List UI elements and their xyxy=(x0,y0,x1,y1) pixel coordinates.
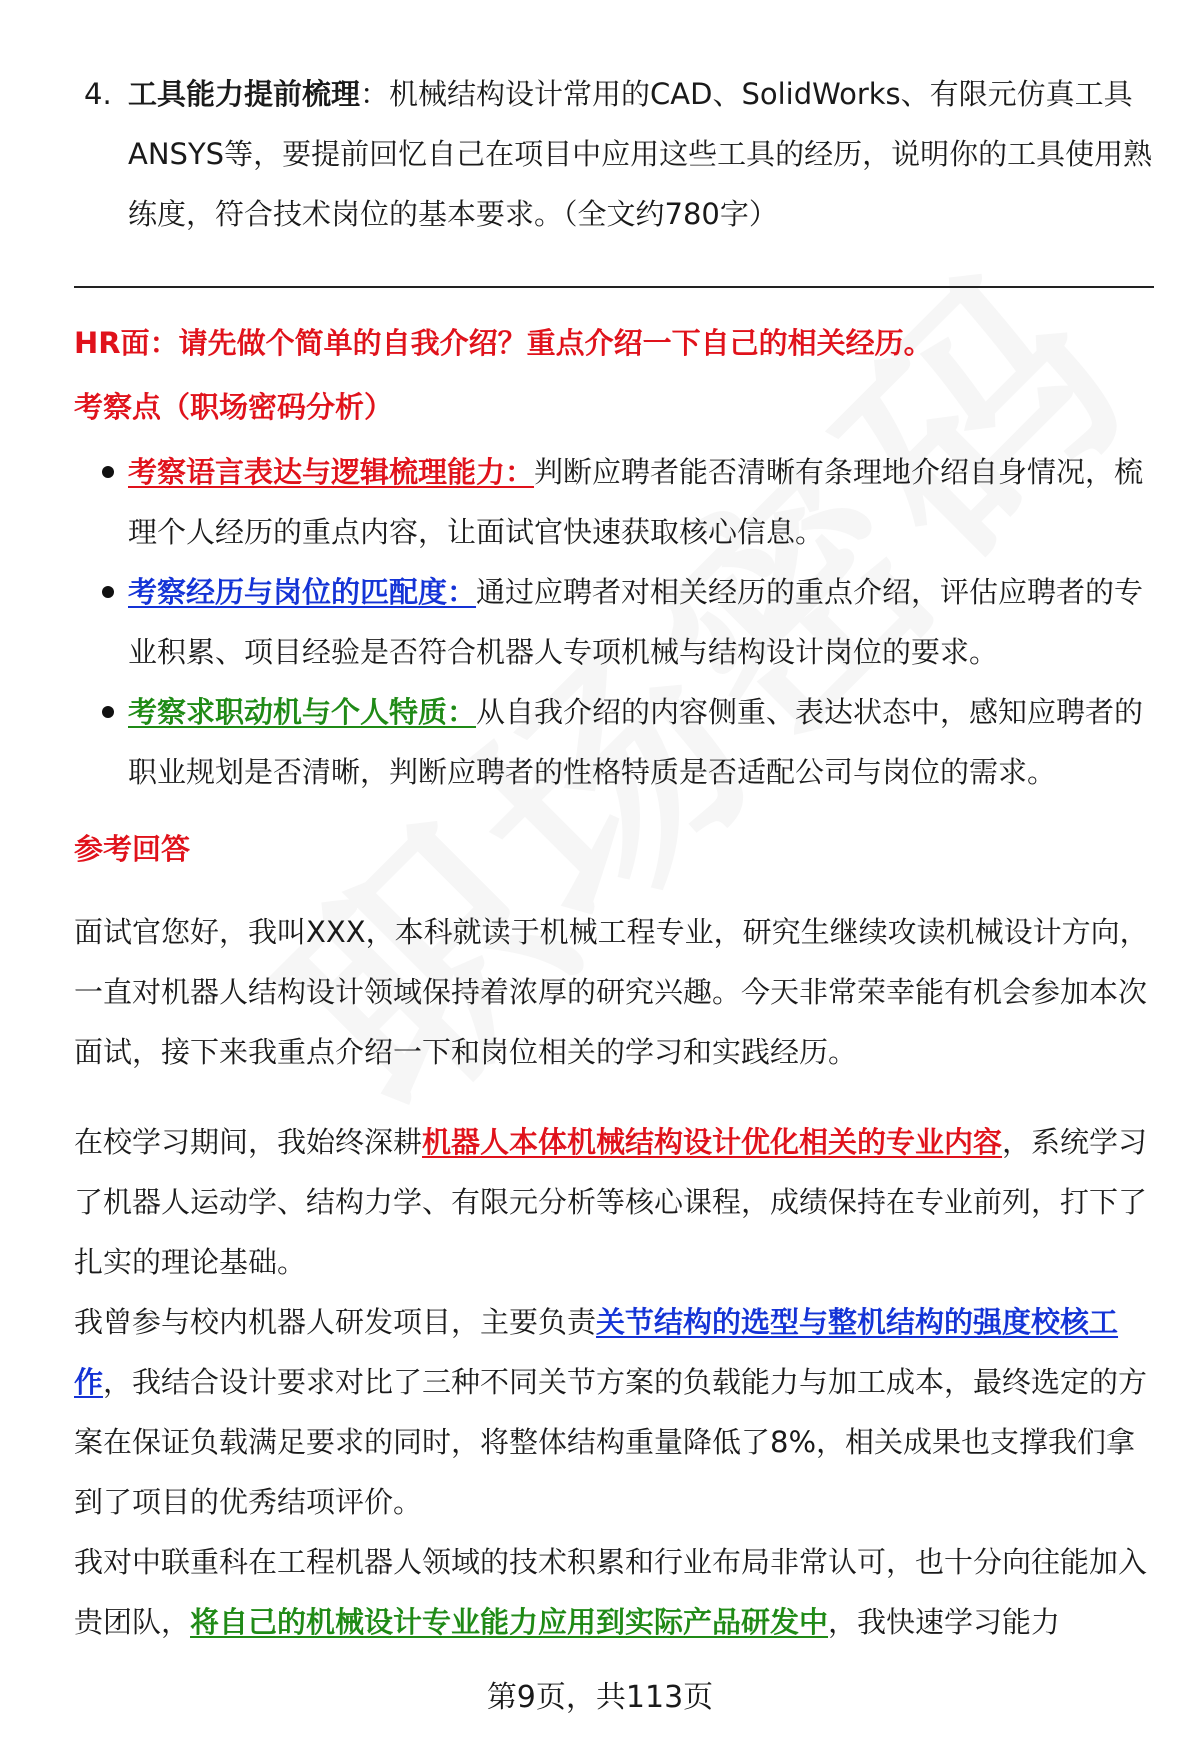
list-number: 4. xyxy=(84,77,112,111)
bullet-icon xyxy=(102,586,114,598)
answer-paragraph-2 xyxy=(74,1112,1154,1292)
analysis-text: 从自我介绍的内容侧重、表达状态中，感知应聘者的职业规划是否清晰，判断应聘者的性格特质是否适配公司与岗位的需求。 xyxy=(128,695,1144,789)
analysis-item-motivation xyxy=(74,682,1154,802)
highlight-blue: 关节结构的选型与整机结构的强度校核工作 xyxy=(74,1305,1119,1399)
page-footer: 第9页，共113页 xyxy=(486,1680,714,1715)
analysis-text: 通过应聘者对相关经历的重点介绍，评估应聘者的专业积累、项目经验是否符合机器人专项机械与结构设计岗位的要求。 xyxy=(128,575,1144,669)
text: 我曾参与校内机器人研发项目，主要负责 xyxy=(74,1305,597,1339)
page-content xyxy=(74,64,1154,1652)
list-item-4 xyxy=(74,64,1154,244)
text: ，系统学习了机器人运动学、结构力学、有限元分析等核心课程，成绩保持在专业前列，打下了扎实的理论基础。 xyxy=(74,1125,1148,1279)
item-text: 机械结构设计常用的CAD、SolidWorks、有限元仿真工具ANSYS等，要提前回忆自己在项目中应用这些工具的经历，说明你的工具使用熟练度，符合技术岗位的基本要求。（全文约780字） xyxy=(128,77,1153,231)
text: ，我快速学习能力 xyxy=(828,1605,1061,1639)
item-title: 工具能力提前梳理 xyxy=(128,77,361,111)
answer-heading: 参考回答 xyxy=(74,832,191,866)
bullet-icon xyxy=(102,466,114,478)
item-colon: ： xyxy=(360,77,390,111)
text: 我对中联重科在工程机器人领域的技术积累和行业布局非常认可，也十分向往能加入贵团队， xyxy=(74,1545,1148,1639)
analysis-item-match xyxy=(74,562,1154,682)
analysis-list xyxy=(74,442,1154,802)
analysis-label: 考察求职动机与个人特质： xyxy=(128,695,477,729)
text: ，我结合设计要求对比了三种不同关节方案的负载能力与加工成本，最终选定的方案在保证负载满足要求的同时，将整体结构重量降低了8%，相关成果也支撑我们拿到了项目的优秀结项评价。 xyxy=(74,1365,1148,1519)
analysis-item-language xyxy=(74,442,1154,562)
highlight-green: 将自己的机械设计专业能力应用到实际产品研发中 xyxy=(190,1605,829,1639)
answer-paragraph-4 xyxy=(74,1532,1154,1652)
answer-paragraph-1: 面试官您好，我叫XXX，本科就读于机械工程专业，研究生继续攻读机械设计方向，一直对机器人结构设计领域保持着浓厚的研究兴趣。今天非常荣幸能有机会参加本次面试，接下来我重点介绍一下和岗位相关的学习和实践经历。 xyxy=(74,915,1149,1069)
analysis-label: 考察经历与岗位的匹配度： xyxy=(128,575,477,609)
analysis-label: 考察语言表达与逻辑梳理能力： xyxy=(128,455,535,489)
bullet-icon xyxy=(102,706,114,718)
divider xyxy=(74,286,1154,288)
analysis-text: 判断应聘者能否清晰有条理地介绍自身情况，梳理个人经历的重点内容，让面试官快速获取核心信息。 xyxy=(128,455,1144,549)
text: 在校学习期间，我始终深耕 xyxy=(74,1125,423,1159)
analysis-heading: 考察点（职场密码分析） xyxy=(74,390,394,424)
question-heading: HR面：请先做个简单的自我介绍？重点介绍一下自己的相关经历。 xyxy=(74,326,933,360)
answer-paragraph-3 xyxy=(74,1292,1154,1532)
highlight-red: 机器人本体机械结构设计优化相关的专业内容 xyxy=(422,1125,1003,1159)
